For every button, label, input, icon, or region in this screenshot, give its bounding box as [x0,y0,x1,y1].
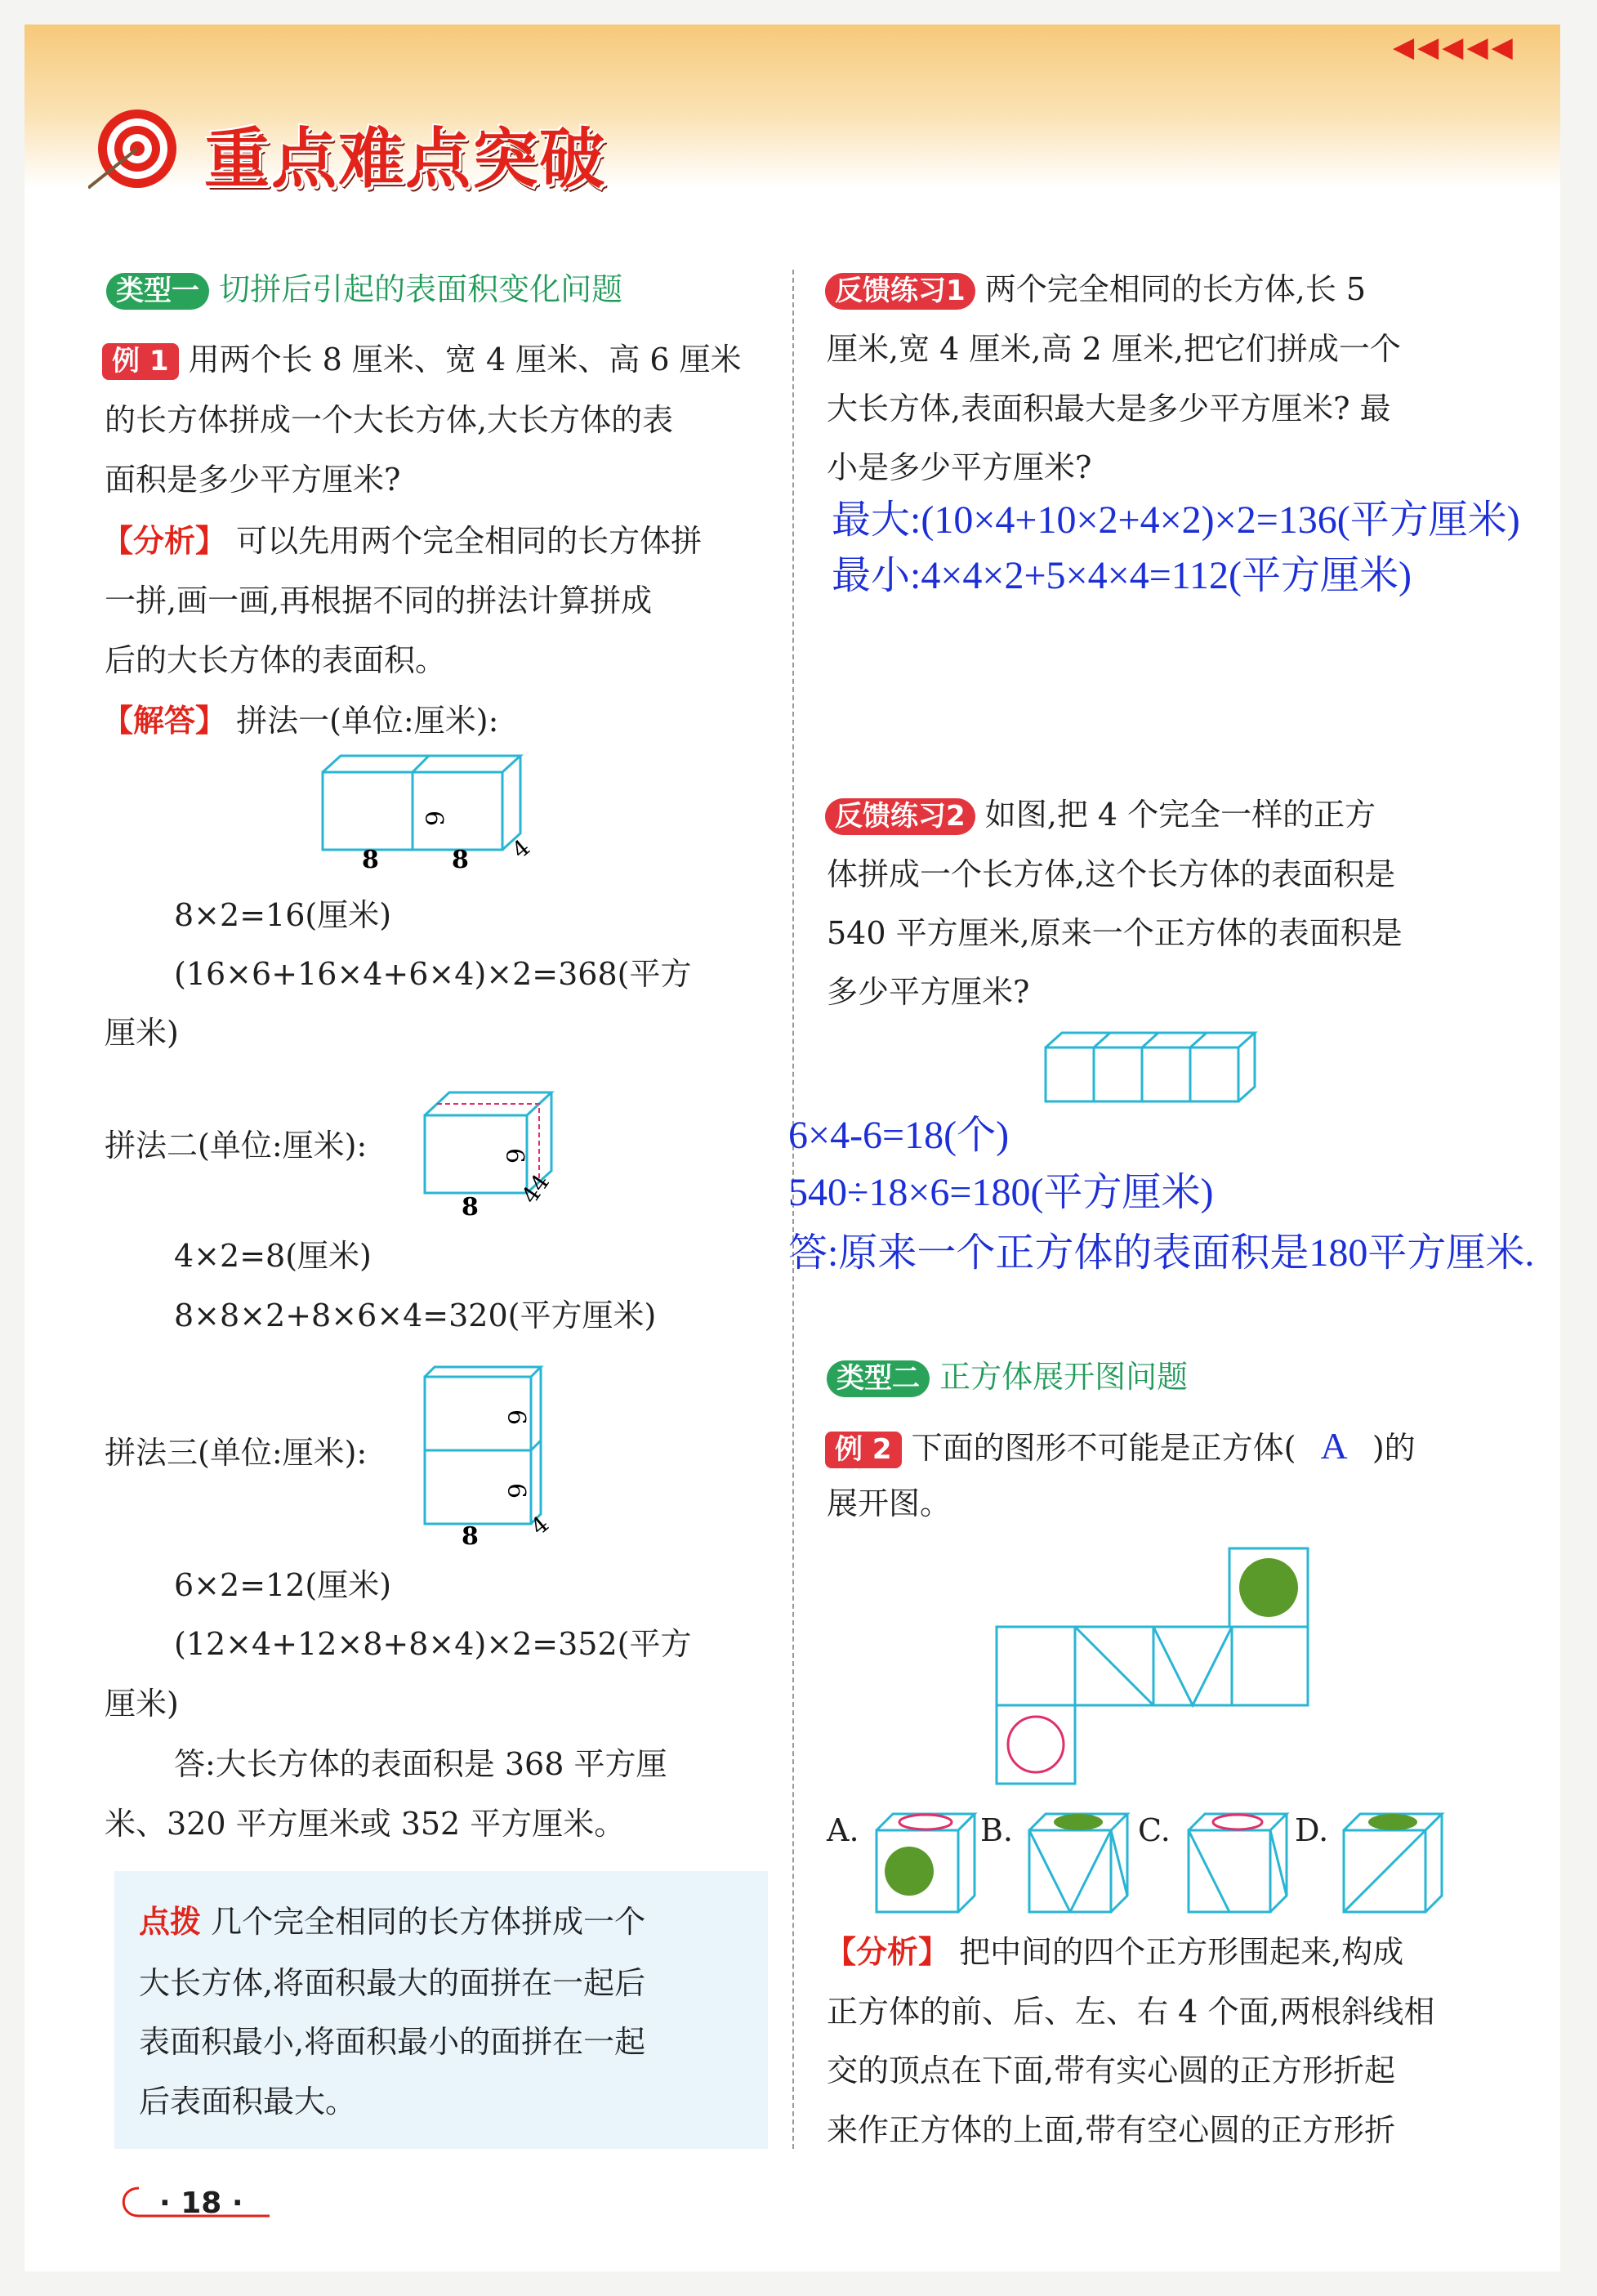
section2-title: 正方体展开图问题 [939,1359,1189,1395]
conclusion1-line2: 米、320 平方厘米或 352 平方厘米。 [105,1806,626,1842]
answer1-label: 【解答】 [102,703,227,739]
analysis2-text-3: 交的顶点在下面,带有实心圆的正方形折起 [827,2053,1396,2088]
method3-label: 拼法三(单位:厘米): [105,1435,368,1471]
feedback2-text-4: 多少平方厘米? [827,974,1030,1010]
handwritten-min: 最小:4×4×2+5×4×4=112(平方厘米) [832,554,1412,597]
option-a-cube [872,1810,979,1916]
tip-text-4: 后表面积最大。 [139,2084,357,2120]
feedback2-line1 [825,797,1376,835]
section1-title: 切拼后引起的表面积变化问题 [219,271,623,307]
example2-handwritten-answer: A [1320,1425,1348,1467]
figure-four-cubes [1042,1030,1262,1111]
option-c-cube [1184,1810,1291,1916]
fig1-height-label: 6 [419,811,448,827]
fig2-width-label: 44 [515,1168,555,1209]
example2-text-1: 下面的图形不可能是正方体( [911,1430,1296,1466]
calc2a: 4×2=8(厘米) [174,1238,372,1274]
fig3-width-label: 4 [525,1510,555,1541]
tip-label: 点拨 [139,1904,202,1940]
analysis2-line1 [825,1934,1403,1972]
analysis2-text-4: 来作正方体的上面,带有空心圆的正方形折 [827,2112,1396,2148]
page-title: 重点难点突破 [204,121,606,197]
page-number: · 18 · [159,2187,243,2220]
section2-tag: 类型二 [827,1360,930,1397]
option-b-cube [1025,1810,1131,1916]
option-d-label: D. [1295,1812,1329,1848]
fig2-height-label: 6 [500,1148,529,1164]
feedback1-line1 [825,271,1366,310]
conclusion1-line1: 答:大长方体的表面积是 368 平方厘 [174,1746,667,1782]
feedback1-text-1: 两个完全相同的长方体,长 5 [984,271,1367,307]
option-d-cube [1340,1810,1446,1916]
fig1-width-label: 4 [506,833,536,864]
example2-tag: 例 2 [825,1432,902,1468]
tip-text-2: 大长方体,将面积最大的面拼在一起后 [139,1965,646,2001]
fig3-length-label: 8 [462,1522,479,1548]
option-a-label: A. [827,1812,859,1848]
handwritten-step2: 540÷18×6=180(平方厘米) [788,1171,1214,1214]
handwritten-max: 最大:(10×4+10×2+4×2)×2=136(平方厘米) [832,498,1520,542]
answer1-line [102,703,498,740]
method1-label: 拼法一(单位:厘米): [236,703,499,739]
method2-label: 拼法二(单位:厘米): [105,1128,368,1164]
handwritten-step1: 6×4-6=18(个) [788,1114,1010,1157]
option-c-label: C. [1138,1812,1171,1848]
feedback1-text-2: 厘米,宽 4 厘米,高 2 厘米,把它们拼成一个 [827,331,1401,367]
decorative-arrows: ◀◀◀◀◀ [1393,31,1516,64]
fig1-len2-label: 8 [452,846,469,874]
feedback2-text-2: 体拼成一个长方体,这个长方体的表面积是 [827,856,1396,892]
tip-text-1: 几个完全相同的长方体拼成一个 [211,1904,646,1940]
feedback2-text-3: 540 平方厘米,原来一个正方体的表面积是 [827,915,1403,951]
calc3c: 厘米) [105,1686,179,1722]
analysis1-text-3: 后的大长方体的表面积。 [105,642,447,678]
section1-heading [106,271,622,310]
feedback2-tag: 反馈练习2 [825,798,975,835]
calc3b: (12×4+12×8+8×4)×2=352(平方 [174,1626,692,1662]
example1-tag: 例 1 [102,343,179,380]
fig1-len1-label: 8 [362,846,379,874]
calc1c: 厘米) [105,1015,179,1051]
calc3a: 6×2=12(厘米) [174,1567,392,1603]
analysis1-text-1: 可以先用两个完全相同的长方体拼 [236,523,703,559]
analysis2-label: 【分析】 [825,1934,950,1970]
target-icon [88,106,186,196]
example1-text-3: 面积是多少平方厘米? [105,462,401,498]
cube-net-figure [993,1544,1319,1798]
feedback2-text-1: 如图,把 4 个完全一样的正方 [984,797,1376,833]
example2-line1 [825,1423,1416,1468]
calc1b: (16×6+16×4+6×4)×2=368(平方 [174,956,692,992]
analysis2-text-1: 把中间的四个正方形围起来,构成 [959,1934,1404,1970]
figure-method2 [417,1074,580,1222]
feedback1-text-3: 大长方体,表面积最大是多少平方厘米? 最 [827,391,1391,427]
fig2-length-label: 8 [462,1193,479,1222]
feedback1-tag: 反馈练习1 [825,273,975,310]
example1-line1 [102,342,742,380]
section1-tag: 类型一 [106,273,209,310]
analysis1-line1 [102,523,702,561]
figure-method3 [417,1360,580,1548]
example2-text-tail: )的 [1372,1430,1416,1466]
handwritten-answer: 答:原来一个正方体的表面积是180平方厘米. [788,1231,1535,1275]
example1-text-1: 用两个长 8 厘米、宽 4 厘米、高 6 厘米 [188,342,742,377]
analysis1-text-2: 一拼,画一画,再根据不同的拼法计算拼成 [105,583,653,619]
section2-heading [827,1359,1188,1397]
fig3-height2-label: 6 [502,1483,530,1499]
figure-method1 [314,752,551,874]
fig3-height1-label: 6 [502,1409,530,1426]
calc2b: 8×8×2+8×6×4=320(平方厘米) [174,1298,657,1333]
example1-text-2: 的长方体拼成一个大长方体,大长方体的表 [105,402,674,438]
calc1a: 8×2=16(厘米) [174,897,392,933]
tip-line1 [139,1904,645,1941]
option-b-label: B. [980,1812,1014,1848]
feedback1-text-4: 小是多少平方厘米? [827,449,1092,485]
example2-text-2: 展开图。 [827,1485,952,1521]
analysis2-text-2: 正方体的前、后、左、右 4 个面,两根斜线相 [827,1994,1435,2030]
tip-text-3: 表面积最小,将面积最小的面拼在一起 [139,2024,646,2060]
analysis1-label: 【分析】 [102,523,227,559]
